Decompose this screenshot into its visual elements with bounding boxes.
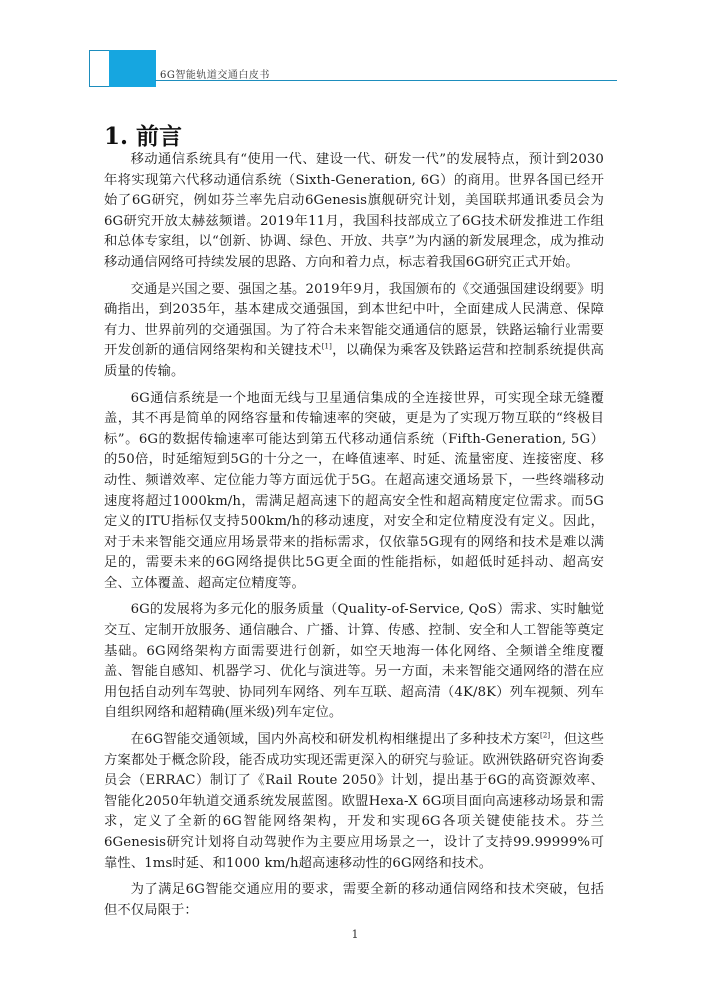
paragraph-3-text: 6G通信系统是一个地面无线与卫星通信集成的全连接世界，可实现全球无缝覆盖，其不再是简单的网络容量和传输速率的突破，更是为了实现万物互联的“终极目标”。6G的数据传输速率可能达到第五代移动通信系统（Fifth-Generation, 5G）的50倍，时延缩短到5G的十分之一，在峰值速率、时延、流量密度、连接密度、移动性、频谱效率、定位能力等方面远优于5G。在超高速交通场景下，一些终端移动速度将超过1000km/h，需满足超高速下的超高安全性和超高精度定位需求。而5G定义的ITU指标仅支持500km/h的移动速度，对安全和定位精度没有定义。因此，对于未来智能交通应用场景带来的指标需求，仅依靠5G现有的网络和技术是难以满足的，需要未来的6G网络提供比5G更全面的性能指标，如超低时延抖动、超高安全、立体覆盖、超高定位精度等。: [104, 390, 604, 591]
paragraph-2-tail: ，以确保为乘客及铁路运营和控制系统提供高质量的传输。: [104, 343, 605, 379]
paragraph-1: [104, 150, 604, 274]
header-accent-block: [109, 50, 156, 87]
paragraph-4-text: 6G的发展将为多元化的服务质量（Quality-of-Service, QoS）需求、实时触觉交互、定制开放服务、通信融合、广播、计算、传感、控制、安全和人工智能等奠定基础。6G网络架构方面需要进行创新，如空天地海一体化网络、全频谱全维度覆盖、智能自感知、机器学习、优化与演进等。另一方面，未来智能交通网络的潜在应用包括自动列车驾驶、协同列车网络、列车互联、超高清（4K/8K）列车视频、列车自组织网络和超精确(厘米级)列车定位。: [104, 602, 604, 721]
page-number: 1: [351, 928, 359, 941]
paragraph-2: [104, 280, 604, 383]
paragraph-5: [104, 730, 604, 874]
paragraph-6: [104, 880, 604, 921]
paragraph-2-text: 交通是兴国之要、强国之基。2019年9月，我国颁布的《交通强国建设纲要》明确指出，到2035年，基本建成交通强国，到本世纪中叶，全面建成人民满意、保障有力、世界前列的交通强国。为了符合未来智能交通通信的愿景，铁路运输行业需要开发创新的通信网络架构和关键技术: [104, 281, 604, 359]
citation-2[interactable]: [2]: [539, 731, 551, 740]
body-text: [104, 150, 604, 927]
running-header-title: 6G智能轨道交通白皮书: [160, 70, 270, 81]
paragraph-5-text: 在6G智能交通领域，国内外高校和研发机构相继提出了多种技术方案: [130, 732, 540, 748]
paragraph-5-tail: ，但这些方案都处于概念阶段，能否成功实现还需更深入的研究与验证。欧洲铁路研究咨询委员会（ERRAC）制订了《Rail Route 2050》计划，提出基于6G的高资源效率、智能化2050年轨道交通系统发展蓝图。欧盟Hexa-X 6G项目面向高速移动场景和需求，定义了全新的6G智能网络架构，开发和实现6G各项关键使能技术。芬兰6Genesis研究计划将自动驾驶作为主要应用场景之一，设计了支持99.99999%可靠性、1ms时延、和1000 km/h超高速移动性的6G网络和技术。: [104, 732, 605, 871]
paragraph-3: [104, 389, 604, 595]
paragraph-1-text: 移动通信系统具有“使用一代、建设一代、研发一代”的发展特点，预计到2030年将实现第六代移动通信系统（Sixth-Generation, 6G）的商用。世界各国已经开始了6G研究，例如芬兰率先启动6Genesis旗舰研究计划，美国联邦通讯委员会为6G研究开放太赫兹频谱。2019年11月，我国科技部成立了6G技术研发推进工作组和总体专家组，以“创新、协调、绿色、开放、共享”为内涵的新发展理念，成为推动移动通信网络可持续发展的思路、方向和着力点，标志着我国6G研究正式开始。: [104, 152, 604, 270]
section-title: 1. 前言: [104, 123, 183, 150]
paragraph-4: [104, 600, 604, 724]
paragraph-6-text: 为了满足6G智能交通应用的要求，需要全新的移动通信网络和技术突破，包括但不仅局限于：: [104, 882, 604, 918]
citation-1[interactable]: [1]: [321, 342, 332, 351]
